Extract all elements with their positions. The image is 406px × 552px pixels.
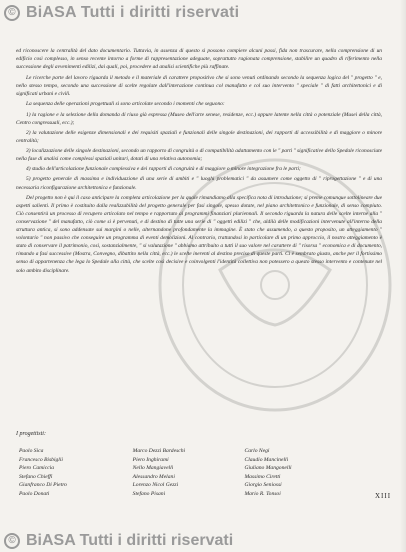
watermark-bottom xyxy=(4,530,233,552)
designer-name: Piero Camiccia xyxy=(19,465,55,471)
designer-name: Paolo Sica xyxy=(19,448,44,454)
operations-list xyxy=(16,111,382,192)
designer-name: Stefano Chieffi xyxy=(19,473,53,480)
designer-name: Stefano Pisani xyxy=(132,490,166,497)
list-item-3: 3) localizzazione delle singole destinazioni, secondo un rapporto di congruità o di compatibilità adattamento con le " parti " significative dello Spedale riconosciute nella fase di analisi come complessi spaziali unitari, dotati di una relativa autonomia; xyxy=(16,148,382,163)
designers-list xyxy=(19,447,319,498)
document-body xyxy=(16,47,382,277)
designer-name: Giuliano Mangonelli xyxy=(244,465,292,471)
designer-name: Francesco Bisbiglii xyxy=(19,456,63,463)
list-item-1: 1) la ragione e la selezione della domanda di riuso già espressa (Museo dell'arte senese, residenze, ecc.) oppure latente nella città o potenziale (Musei della città, Centro congressuali, ecc.); xyxy=(16,111,382,126)
designer-name: Mario R. Tonsoi xyxy=(244,490,281,497)
designer-name: Massimo Ciretti xyxy=(244,473,281,480)
designers-column-3 xyxy=(244,447,319,498)
paragraph-4: Del progetto non è qui il caso anticipare la completa articolazione per la quale rimandiamo alla specifica nota di introduzione; si preme comunque sottolineare due aspetti salienti. Il primo è costituito dalla realizzabilità del progetto generale per fasi singole, spesso dotate, nel piano architettonico e funzionale, di senso compiuto. Ciò consentirà un processo di recupero articolato nel tempo e rapportato ai programmi finanziari pluriennali. Il secondo riguarda la natura delle scelte interne alla " conservazione " del manufatto, ciò come si è pervenuti, e di destino di tutte una serie di " oggetti edilizi " che, aldilà delle modificazioni intervenute all'interno della struttura antica, si sono addensate sui margini o nelle, alternandone profondamente la immagine. È stato che assumendo, a questo proposito, un atteggiamento " volontario " non passivo che conseguire un programma di eventi demolizioni. Al contrario, trattandosi in particolare di un primo approccio, il nostro atteggiamento è stato di conservare il patrimonio, così, sostanzialmente, " si valutazione " abbiamo attribuito a tutti il suo valore nel carattere di " risorsa " economica e di documento, rimando a fasi successive (Mostra, Convegno, dibattito nella città, ecc.) le scelte inerenti al destino preciso di queste parti. Ci è sembrato giusto, anche per il fortissimo senso di appartenenza che lega lo Spedale alla città, che scelte così decisive e coinvolgenti l'identità collettiva non potessero a questo stesso intervento e contenute nel solo ambito disciplinare. xyxy=(16,194,382,274)
designer-name: Piero Inghirami xyxy=(132,456,169,463)
designer-name: Paolo Donati xyxy=(19,490,50,497)
designer-name: Gianfranco Di Pietro xyxy=(19,482,67,488)
designer-name: Marco Dezzi Bardeschi xyxy=(132,448,186,454)
designer-name: Claudio Mancinelli xyxy=(244,456,289,463)
designer-name: Giorgio Seniossi xyxy=(244,482,282,488)
designer-name: Alessandro Melani xyxy=(132,473,175,480)
watermark-text: BiASA Tutti i diritti riservati xyxy=(26,4,240,21)
watermark-top xyxy=(4,2,239,24)
list-item-5: 5) progetto generale di massima e individuazione di una serie di ambiti e " luoghi problematici " da assumere come oggetto di " riprogettazione " e di una necessaria riconfigurazione architettonica e funzionale. xyxy=(16,176,382,191)
designers-column-1 xyxy=(19,447,133,498)
paragraph-3: La sequenza delle operazioni progettuali si sono articolate secondo i momenti che seguono: xyxy=(26,101,225,108)
page-edge xyxy=(400,0,406,552)
paragraph-2: Le ricerche parte del lavoro riguarda il metodo e il materiale di carattere propositivo che si sono venuti ordinando secondo la sequenza logica del " progetto " e, nello stesso tempo, secondo una successione di scelte regolate dall'interazione continua col manufatto e col suo intervento " speciale " di fatti architettonici e di significati urbani e civili. xyxy=(16,74,382,97)
designer-name: Carlo Negi xyxy=(244,448,270,454)
list-item-4: 4) studio dell'articolazione funzionale complessiva e dei rapporti di congruità e di maggiore o minore integrazione fra le parti; xyxy=(26,166,301,173)
page-number: XIII xyxy=(375,492,392,500)
designers-heading: I progettisti: xyxy=(16,431,46,437)
designer-name: Nello Mangiavelli xyxy=(132,465,174,471)
designers-column-2 xyxy=(133,447,245,498)
list-item-2: 2) la valutazione delle esigenze dimensionali e dei requisiti spaziali e funzionali delle singole destinazioni, dei rapporti di accessibilità e di maggiore o minore centralità; xyxy=(16,130,382,145)
copyright-icon: © xyxy=(4,533,20,549)
copyright-icon: © xyxy=(4,5,20,21)
designer-name: Lorenzo Nicol Gezzi xyxy=(132,482,179,488)
paragraph-1: ed riconoscere la centralità del dato documentario. Tuttavia, in assenza di questo si possono compiere alcuni passi, fida non trascurare, nella comprensione di un edificio così complesso, in senso recente intorno a forme di rappresentazione adeguate, soprattutto ragionata comprensione, stabilire un quadro di riferimento nella successione degli avvenimenti edilizi, dai quali, poi, procedere ad analisi scientifiche più raffinate. xyxy=(16,48,382,71)
watermark-text: BiASA Tutti i diritti riservati xyxy=(26,532,234,549)
